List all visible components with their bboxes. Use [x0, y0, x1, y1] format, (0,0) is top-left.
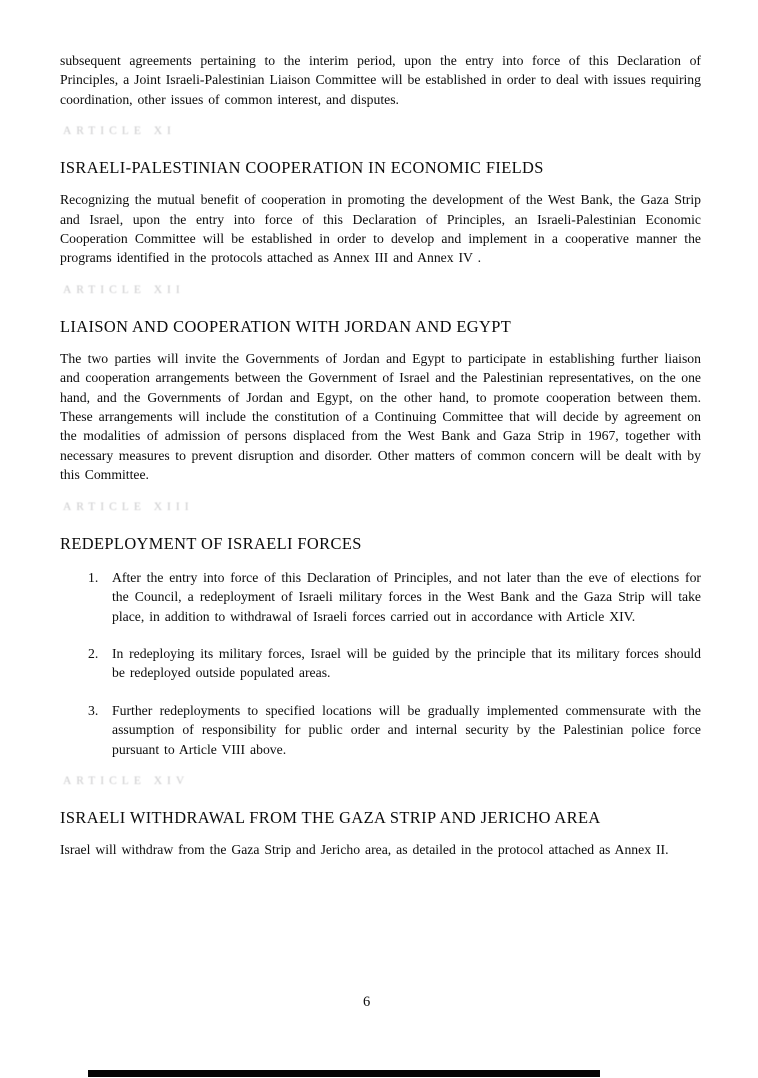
list-item — [88, 568, 701, 626]
section-heading-israeli-withdrawal: ISRAELI WITHDRAWAL FROM THE GAZA STRIP AND JERICHO AREA — [60, 807, 601, 827]
article-marker-xiv: ARTICLE XIV — [63, 774, 190, 787]
article-marker-xiii: ARTICLE XIII — [63, 500, 194, 513]
list-item-number: 3. — [88, 702, 99, 718]
list-item-text: Further redeployments to specified locations will be gradually implemented commensurate with the assumption of responsibility for public order and internal security by the Palestinian police force pursuant to Article VIII above. — [112, 702, 701, 757]
list-item-number: 2. — [88, 645, 99, 661]
numbered-list — [60, 568, 701, 759]
section-heading-liaison-jordan-egypt: LIAISON AND COOPERATION WITH JORDAN AND EGYPT — [60, 316, 512, 336]
page-number: 6 — [363, 994, 371, 1010]
article-marker-xi: ARTICLE XI — [63, 125, 176, 138]
scan-artifact-bar — [88, 1070, 600, 1077]
list-item-number: 1. — [88, 569, 99, 585]
section-paragraph: Recognizing the mutual benefit of cooperation in promoting the development of the West Bank, the Gaza Strip and Israel, upon the entry into force of this Declaration of Principles, an Israeli-Palestinian Economic Cooperation Committee will be established in order to develop and implement in a cooperative manner the programs identified in the protocols attached as Annex III and Annex IV . — [60, 192, 701, 266]
intro-paragraph: subsequent agreements pertaining to the interim period, upon the entry into force of this Declaration of Principles, a Joint Israeli-Palestinian Liaison Committee will be established in order to deal with issues requiring coordination, other issues of common interest, and disputes. — [60, 53, 701, 107]
article-marker-xii: ARTICLE XII — [63, 283, 185, 296]
list-item-text: After the entry into force of this Declaration of Principles, and not later than the eve of elections for the Council, a redeployment of Israeli military forces in the West Bank and the Gaza Strip will take place, in addition to withdrawal of Israeli forces carried out in accordance with Article XIV. — [112, 569, 701, 624]
section-heading-economic-cooperation: ISRAELI-PALESTINIAN COOPERATION IN ECONOMIC FIELDS — [60, 158, 544, 178]
page-content — [60, 51, 701, 859]
section-paragraph: Israel will withdraw from the Gaza Strip and Jericho area, as detailed in the protocol attached as Annex II. — [60, 841, 669, 857]
list-item — [88, 644, 701, 683]
list-item-text: In redeploying its military forces, Israel will be guided by the principle that its military forces should be redeployed outside populated areas. — [112, 645, 701, 681]
section-heading-redeployment: REDEPLOYMENT OF ISRAELI FORCES — [60, 533, 362, 553]
section-paragraph: The two parties will invite the Governments of Jordan and Egypt to participate in establishing further liaison and cooperation arrangements between the Government of Israel and the Palestinian representatives, on the one hand, and the Governments of Jordan and Egypt, on the other hand, to promote cooperation between them. These arrangements will include the constitution of a Continuing Committee that will decide by agreement on the modalities of admission of persons displaced from the West Bank and Gaza Strip in 1967, together with necessary measures to prevent disruption and disorder. Other matters of common concern will be dealt with by this Committee. — [60, 350, 701, 483]
list-item — [88, 701, 701, 759]
